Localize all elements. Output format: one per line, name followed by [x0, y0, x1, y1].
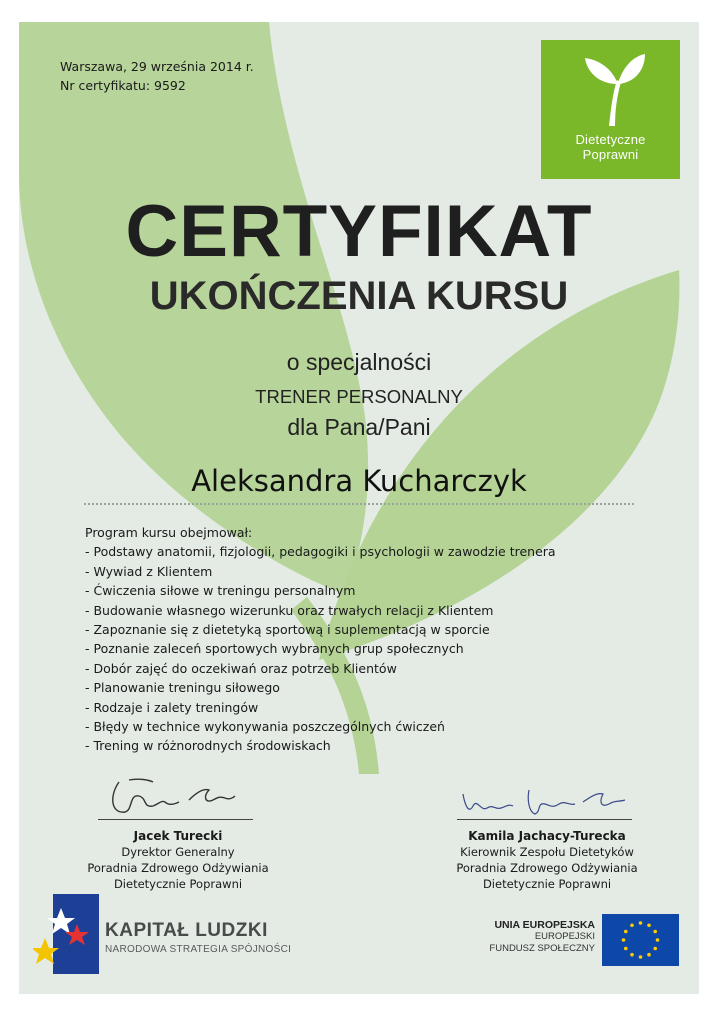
kapital-ludzki-title: KAPITAŁ LUDZKI	[105, 920, 268, 941]
eu-star	[622, 938, 626, 942]
eu-line3: FUNDUSZ SPOŁECZNY	[489, 943, 595, 954]
signature-left-image	[99, 774, 249, 822]
eu-fund-label	[419, 919, 595, 955]
program-item: - Wywiad z Klientem	[85, 563, 213, 579]
eu-star	[630, 953, 634, 957]
eu-star	[639, 921, 643, 925]
program-item: - Poznanie zaleceń sportowych wybranych grup społecznych	[85, 641, 464, 657]
signatory-right	[417, 828, 677, 892]
signature-line-right	[457, 819, 632, 820]
eu-star	[647, 923, 651, 927]
signatory-brand: Dietetycznie Poprawni	[482, 877, 612, 891]
kapital-ludzki-subtitle: NARODOWA STRATEGIA SPÓJNOŚCI	[105, 944, 292, 955]
kapital-ludzki-logo-icon	[33, 894, 99, 974]
program-item: - Trening w różnorodnych środowiskach	[85, 738, 331, 754]
certificate-number: Nr certyfikatu: 9592	[60, 78, 186, 93]
certificate-title: CERTYFIKAT	[125, 191, 593, 272]
program-item: - Podstawy anatomii, fizjologii, pedagogiki i psychologii w zawodzie trenera	[85, 544, 556, 560]
certificate-sheet	[19, 22, 699, 994]
certificate-subtitle: UKOŃCZENIA KURSU	[149, 274, 569, 318]
signatory-org: Poradnia Zdrowego Odżywiania	[456, 861, 638, 875]
specialty-label: o specjalności	[286, 349, 432, 375]
eu-star	[647, 953, 651, 957]
dotted-divider	[84, 503, 634, 505]
dedication-label: dla Pana/Pani	[287, 414, 431, 440]
program-item: - Rodzaje i zalety treningów	[85, 699, 259, 715]
program-item: - Błędy w technice wykonywania poszczególnych ćwiczeń	[85, 719, 445, 735]
signatory-left	[48, 828, 308, 892]
eu-star	[639, 955, 643, 959]
signature-line-left	[98, 819, 253, 820]
logo-text-line2: Poprawni	[582, 147, 639, 162]
signatory-role: Dyrektor Generalny	[121, 845, 235, 859]
eu-star	[653, 930, 657, 934]
signatory-name: Kamila Jachacy-Turecka	[468, 829, 626, 843]
logo-text-line1: Dietetyczne	[575, 132, 646, 147]
specialty-name: TRENER PERSONALNY	[255, 386, 463, 407]
program-item: - Budowanie własnego wizerunku oraz trwałych relacji z Klientem	[85, 602, 494, 618]
eu-star	[630, 923, 634, 927]
eu-title: UNIA EUROPEJSKA	[494, 919, 595, 931]
program-heading: Program kursu obejmował:	[85, 525, 253, 540]
program-item: - Planowanie treningu siłowego	[85, 680, 280, 696]
signatory-role: Kierownik Zespołu Dietetyków	[460, 845, 634, 859]
signatory-name: Jacek Turecki	[133, 829, 223, 843]
eu-star	[624, 947, 628, 951]
recipient-name: Aleksandra Kucharczyk	[191, 464, 527, 498]
eu-star	[653, 947, 657, 951]
program-item: - Dobór zajęć do oczekiwań oraz potrzeb Klientów	[85, 660, 397, 676]
signature-right-image	[459, 784, 634, 820]
program-item: - Zapoznanie się z dietetyką sportową i suplementacją w sporcie	[85, 622, 490, 638]
place-date: Warszawa, 29 września 2014 r.	[60, 59, 254, 74]
program-item: - Ćwiczenia siłowe w treningu personalnym	[85, 583, 356, 599]
course-program	[85, 523, 685, 756]
eu-line2: EUROPEJSKI	[534, 931, 595, 942]
eu-flag-icon	[602, 914, 679, 966]
dietetycznie-poprawni-logo	[541, 40, 680, 179]
sprout-icon	[575, 52, 647, 128]
eu-stars-circle	[602, 914, 679, 966]
signatory-brand: Dietetycznie Poprawni	[113, 877, 243, 891]
signatory-org: Poradnia Zdrowego Odżywiania	[87, 861, 269, 875]
eu-star	[656, 938, 660, 942]
eu-star	[624, 930, 628, 934]
